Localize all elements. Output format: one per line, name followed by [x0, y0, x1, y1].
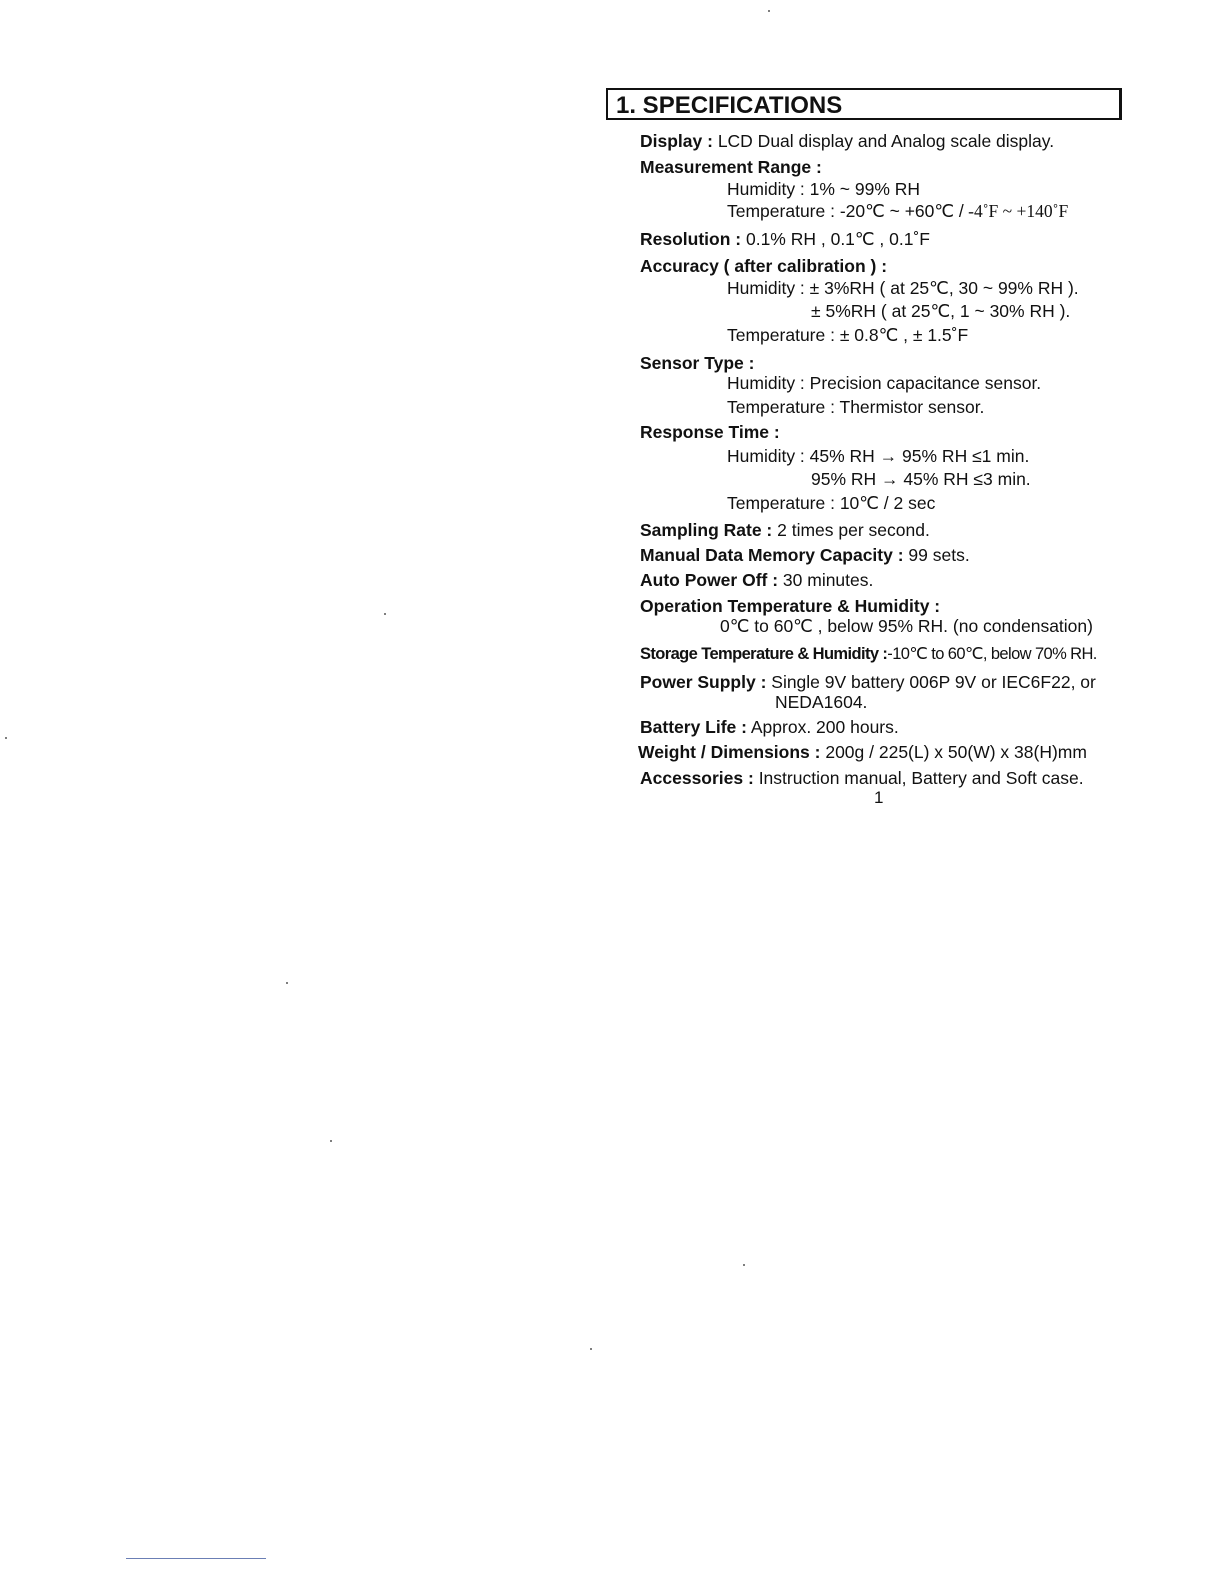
spec-storage: [640, 644, 1097, 664]
spec-sensor-temperature: Temperature : Thermistor sensor.: [727, 397, 985, 417]
spec-power-supply-value-2: NEDA1604.: [775, 692, 868, 712]
spec-memory-label: Manual Data Memory Capacity :: [640, 545, 904, 565]
spec-response-label: Response Time :: [640, 422, 780, 442]
spec-range-temperature-celsius: Temperature : -20℃ ~ +60℃ /: [727, 201, 964, 221]
spec-operation-value: 0℃ to 60℃ , below 95% RH. (no condensation): [720, 616, 1093, 636]
spec-power-supply-value-1: Single 9V battery 006P 9V or IEC6F22, or: [766, 672, 1096, 692]
spec-memory: [640, 545, 970, 565]
spec-sensor-humidity: Humidity : Precision capacitance sensor.: [727, 373, 1042, 393]
spec-power-supply: [640, 672, 1096, 692]
spec-power-supply-label: Power Supply :: [640, 672, 767, 692]
spec-accuracy-humidity-1: Humidity : ± 3%RH ( at 25℃, 30 ~ 99% RH ).: [727, 278, 1079, 298]
spec-auto-power-off-label: Auto Power Off :: [640, 570, 779, 590]
spec-accessories-value: Instruction manual, Battery and Soft case.: [753, 768, 1084, 788]
spec-weight-dimensions-label: Weight / Dimensions :: [638, 742, 821, 762]
scan-speck: [5, 737, 7, 739]
section-title: 1. SPECIFICATIONS: [616, 92, 843, 119]
spec-accuracy-label: Accuracy ( after calibration ) :: [640, 256, 888, 276]
section-title-box: [606, 88, 1122, 120]
spec-sampling-label: Sampling Rate :: [640, 520, 773, 540]
spec-sensor-label: Sensor Type :: [640, 353, 755, 373]
spec-range-humidity: Humidity : 1% ~ 99% RH: [727, 179, 921, 199]
spec-weight-dimensions-value: 200g / 225(L) x 50(W) x 38(H)mm: [820, 742, 1087, 762]
spec-range-temperature-fahrenheit: -4˚F ~ +140˚F: [963, 201, 1069, 221]
spec-operation-label: Operation Temperature & Humidity :: [640, 596, 941, 616]
spec-response-humidity-2: 95% RH → 45% RH ≤3 min.: [811, 469, 1031, 489]
spec-battery-life-label: Battery Life :: [640, 717, 747, 737]
spec-auto-power-off-value: 30 minutes.: [778, 570, 874, 590]
scan-speck: [590, 1348, 592, 1350]
spec-memory-value: 99 sets.: [903, 545, 970, 565]
spec-auto-power-off: [640, 570, 873, 590]
spec-battery-life: [640, 717, 899, 737]
spec-sampling: [640, 520, 930, 540]
spec-accessories-label: Accessories :: [640, 768, 754, 788]
spec-range-label: Measurement Range :: [640, 157, 822, 177]
spec-display-value: LCD Dual display and Analog scale display.: [712, 131, 1055, 151]
spec-resolution: [640, 229, 930, 249]
scan-speck: [384, 613, 386, 615]
spec-storage-value: -10℃ to 60℃, below 70% RH.: [887, 645, 1097, 663]
spec-accessories: [640, 768, 1084, 788]
spec-display: [640, 131, 1054, 151]
spec-resolution-value: 0.1% RH , 0.1℃ , 0.1˚F: [741, 229, 930, 249]
spec-battery-life-value: Approx. 200 hours.: [746, 717, 899, 737]
spec-resolution-label: Resolution :: [640, 229, 742, 249]
scan-speck: [768, 10, 770, 12]
scan-speck: [286, 982, 288, 984]
spec-response-humidity-1: Humidity : 45% RH → 95% RH ≤1 min.: [727, 446, 1030, 466]
spec-response-temperature: Temperature : 10℃ / 2 sec: [727, 493, 936, 513]
spec-range-temperature: [727, 201, 1068, 221]
spec-storage-label: Storage Temperature & Humidity :: [640, 645, 888, 663]
spec-accuracy-humidity-2: ± 5%RH ( at 25℃, 1 ~ 30% RH ).: [811, 301, 1071, 321]
scan-speck: [330, 1140, 332, 1142]
spec-sampling-value: 2 times per second.: [772, 520, 930, 540]
spec-accuracy-temperature: Temperature : ± 0.8℃ , ± 1.5˚F: [727, 325, 969, 345]
spec-display-label: Display :: [640, 131, 713, 151]
bottom-rule: [126, 1558, 266, 1559]
scan-speck: [743, 1264, 745, 1266]
page-number: 1: [874, 788, 884, 807]
spec-weight-dimensions: [638, 742, 1087, 762]
